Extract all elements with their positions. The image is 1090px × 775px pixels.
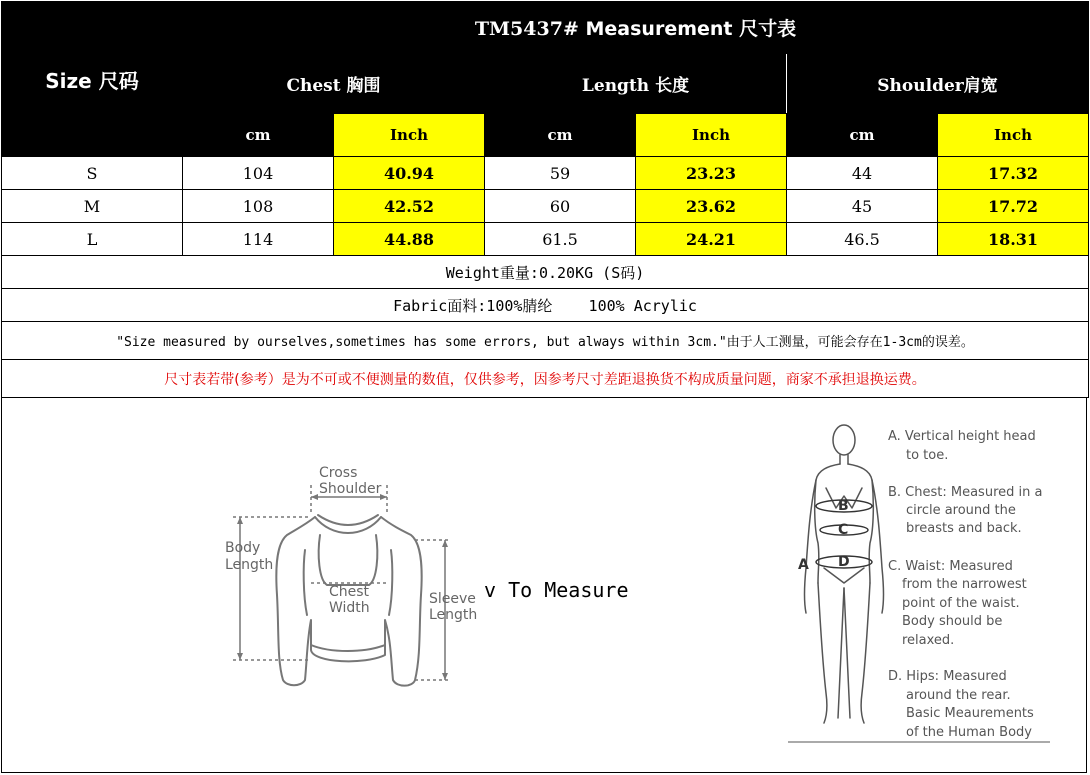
note-d-2: around the rear. bbox=[906, 688, 1011, 703]
table-row bbox=[2, 223, 1089, 256]
unit-inch: Inch bbox=[938, 114, 1089, 157]
marker-a: A bbox=[798, 557, 809, 573]
value-cell: 23.62 bbox=[636, 190, 787, 223]
label-body-length-1: Body bbox=[225, 540, 261, 556]
title-cn: 尺寸表 bbox=[739, 18, 797, 40]
value-cell: 17.32 bbox=[938, 157, 1089, 190]
label-sleeve-length-1: Sleeve bbox=[429, 591, 476, 607]
table-row bbox=[2, 190, 1089, 223]
warning-note: 尺寸表若带(参考）是为不可或不便测量的数值，仅供参考，因参考尺寸差距退换货不构成质量问题，商家不承担退换运费。 bbox=[2, 360, 1089, 398]
marker-d: D bbox=[838, 554, 850, 570]
value-cell: 18.31 bbox=[938, 223, 1089, 256]
sweater-measure-diagram bbox=[215, 455, 495, 695]
note-d-1: D. Hips: Measured bbox=[888, 669, 1007, 684]
value-cell: 17.72 bbox=[938, 190, 1089, 223]
size-header: Size 尺码 bbox=[2, 2, 183, 157]
value-cell: 60 bbox=[485, 190, 636, 223]
label-chest-width-2: Width bbox=[329, 600, 370, 616]
value-cell: 44 bbox=[787, 157, 938, 190]
value-cell: 42.52 bbox=[334, 190, 485, 223]
value-cell: 59 bbox=[485, 157, 636, 190]
disclaimer-note: "Size measured by ourselves,sometimes has some errors, but always within 3cm."由于人工测量，可能会存在1-3cm的误差。 bbox=[2, 322, 1089, 360]
value-cell: 114 bbox=[183, 223, 334, 256]
group-length: Length 长度 bbox=[485, 54, 787, 114]
table-row bbox=[2, 157, 1089, 190]
title-word: Measurement bbox=[585, 18, 733, 40]
marker-b: B bbox=[838, 498, 849, 514]
value-cell: 61.5 bbox=[485, 223, 636, 256]
label-sleeve-length-2: Length bbox=[429, 607, 478, 623]
unit-cm: cm bbox=[485, 114, 636, 157]
label-chest-width-1: Chest bbox=[329, 584, 370, 600]
marker-c: C bbox=[838, 522, 849, 538]
label-cross-shoulder-1: Cross bbox=[319, 465, 358, 481]
note-c-4: Body should be bbox=[902, 614, 1003, 629]
value-cell: 23.23 bbox=[636, 157, 787, 190]
value-cell: 104 bbox=[183, 157, 334, 190]
value-cell: 46.5 bbox=[787, 223, 938, 256]
size-cell: S bbox=[2, 157, 183, 190]
note-c-2: from the narrowest bbox=[902, 577, 1027, 592]
fabric-note: Fabric面料:100%腈纶 100% Acrylic bbox=[2, 289, 1089, 322]
body-measure-diagram bbox=[780, 418, 1070, 748]
note-d-3: Basic Meaurements bbox=[906, 706, 1034, 721]
note-a-1: A. Vertical height head bbox=[888, 429, 1036, 444]
how-to-measure-caption: v To Measure bbox=[484, 578, 629, 602]
unit-inch: Inch bbox=[636, 114, 787, 157]
note-b-2: circle around the bbox=[906, 503, 1016, 518]
value-cell: 44.88 bbox=[334, 223, 485, 256]
label-body-length-2: Length bbox=[225, 557, 274, 573]
unit-cm: cm bbox=[787, 114, 938, 157]
label-cross-shoulder-2: Shoulder bbox=[319, 481, 382, 497]
value-cell: 108 bbox=[183, 190, 334, 223]
weight-note: Weight重量:0.20KG (S码) bbox=[2, 256, 1089, 289]
size-cell: L bbox=[2, 223, 183, 256]
group-shoulder: Shoulder肩宽 bbox=[787, 54, 1089, 114]
note-c-5: relaxed. bbox=[902, 633, 955, 648]
title-code: TM5437# bbox=[474, 18, 579, 40]
unit-inch: Inch bbox=[334, 114, 485, 157]
note-a-2: to toe. bbox=[906, 448, 949, 463]
value-cell: 40.94 bbox=[334, 157, 485, 190]
note-b-3: breasts and back. bbox=[906, 521, 1022, 536]
note-d-4: of the Human Body bbox=[906, 725, 1032, 740]
chart-title bbox=[183, 2, 1089, 54]
unit-cm: cm bbox=[183, 114, 334, 157]
note-c-3: point of the waist. bbox=[902, 596, 1020, 611]
group-chest: Chest 胸围 bbox=[183, 54, 485, 114]
size-cell: M bbox=[2, 190, 183, 223]
note-c-1: C. Waist: Measured bbox=[888, 559, 1013, 574]
size-chart-table bbox=[1, 1, 1089, 398]
note-b-1: B. Chest: Measured in a bbox=[888, 485, 1043, 500]
value-cell: 24.21 bbox=[636, 223, 787, 256]
value-cell: 45 bbox=[787, 190, 938, 223]
